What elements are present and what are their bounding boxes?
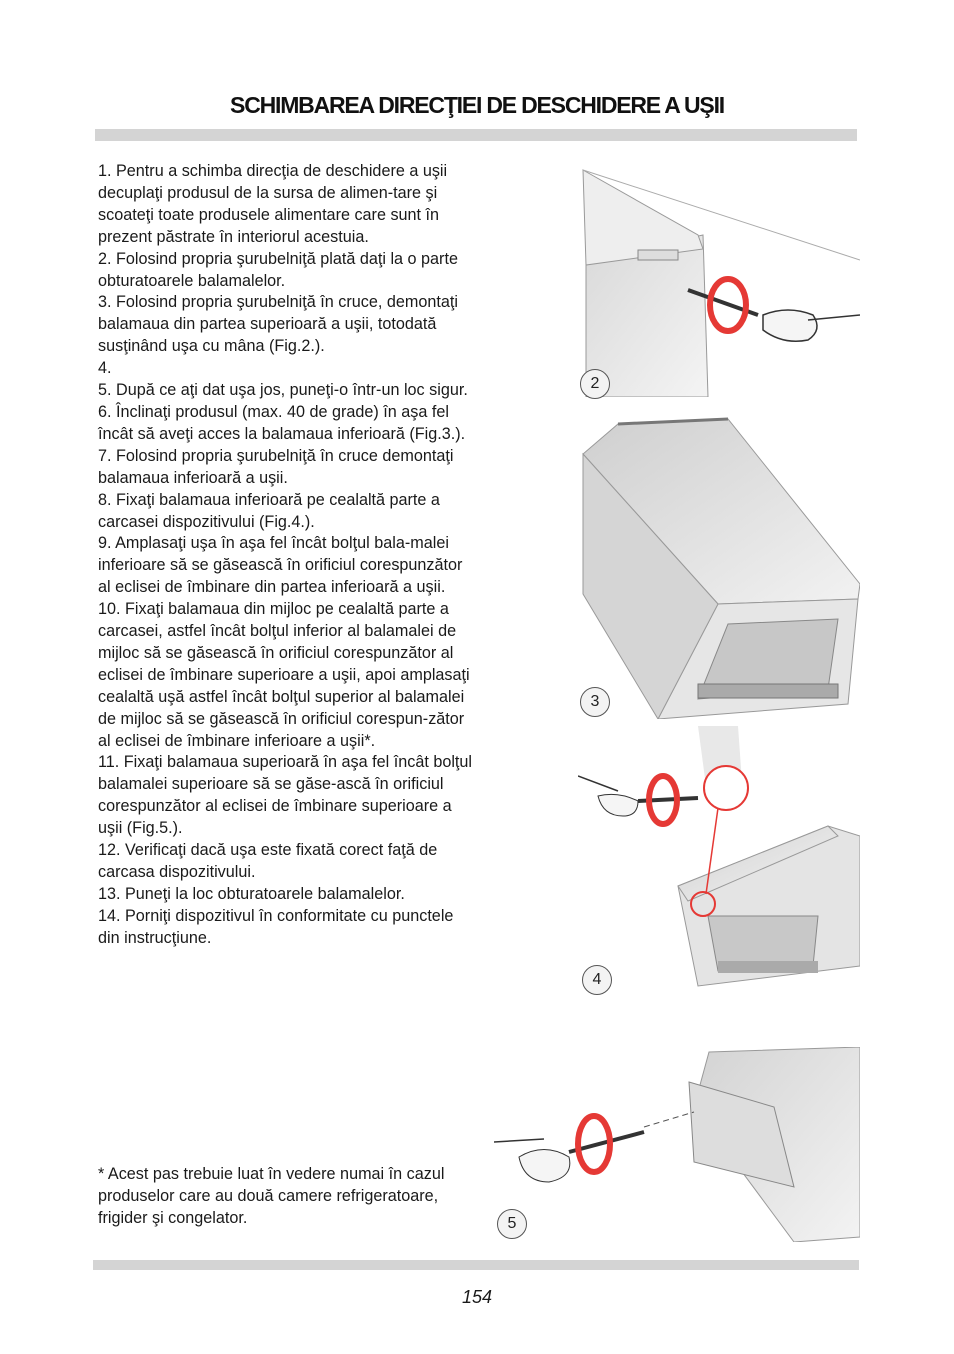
page-title: SCHIMBAREA DIRECŢIEI DE DESCHIDERE A UŞII — [230, 92, 724, 118]
figure-5-illustration — [494, 1047, 860, 1242]
step-4: 4. — [98, 359, 112, 378]
step-13: 13. Puneţi la loc obturatoarele balamalelor. — [98, 884, 405, 903]
figure-2-illustration — [578, 165, 860, 397]
step-9: 9. Amplasaţi uşa în aşa fel încât bolţul bala-malei inferioare să se găsească în orificiul corespunzător al eclisei de îmbinare din partea inferioară a uşii. — [98, 534, 463, 597]
step-10: 10. Fixaţi balamaua din mijloc pe cealaltă parte a carcasei, astfel încât bolţul inferior al balamalei de mijloc să se găsească în orificiul corespunzător al eclisei de îmbinare superioare a uşii, apoi amplasaţi cealaltă uşă astfel încât bolţul superior al balamalei de mijloc să se găsească în orificiul corespun-zător al eclisei de îmbinare inferioare a uşii*. — [98, 600, 470, 750]
figure-5-number: 5 — [497, 1209, 527, 1239]
step-3: 3. Folosind propria şurubelniţă în cruce, demontaţi balamaua din partea superioară a uşii, totodată susţinând uşa cu mâna (Fig.2.). — [98, 293, 458, 356]
figure-4-bottom-hinge-fixing — [578, 726, 860, 998]
step-8: 8. Fixaţi balamaua inferioară pe cealaltă parte a carcasei dispozitivului (Fig.4.). — [98, 490, 440, 531]
figure-3-tilted-appliance — [578, 414, 860, 719]
step-12: 12. Verificaţi dacă uşa este fixată corect faţă de carcasa dispozitivului. — [98, 841, 438, 881]
step-5: 5. După ce aţi dat uşa jos, puneţi-o într-un loc sigur. — [98, 381, 468, 400]
page-number: 154 — [461, 1287, 493, 1307]
instruction-steps — [98, 161, 478, 950]
step-2: 2. Folosind propria şurubelniţă plată daţi la o parte obturatoarele balamalelor. — [98, 249, 458, 290]
header-rule — [95, 129, 857, 141]
footer-rule — [93, 1260, 859, 1270]
step-7: 7. Folosind propria şurubelniţă în cruce demontaţi balamaua inferioară a uşii. — [98, 446, 454, 487]
figure-3-number: 3 — [580, 687, 610, 717]
figure-5-top-hinge-fixing — [494, 1047, 860, 1242]
figure-2-number: 2 — [580, 369, 610, 399]
figure-2-top-hinge-removal — [578, 165, 860, 397]
figure-4-illustration — [578, 726, 860, 998]
footnote: * Acest pas trebuie luat în vedere numai în cazul produselor care au două camere refrigeratoare, frigider şi congelator. — [98, 1165, 445, 1227]
figure-4-number: 4 — [582, 965, 612, 995]
step-14: 14. Porniţi dispozitivul în conformitate cu punctele din instrucţiune. — [98, 906, 454, 947]
figure-3-illustration — [578, 414, 860, 719]
step-11: 11. Fixaţi balamaua superioară în aşa fel încât bolţul balamalei superioare să se găse-ască în orificiul corespunzător al eclisei de îmbinare superioare a uşii (Fig.5.). — [98, 753, 473, 838]
step-6: 6. Înclinaţi produsul (max. 40 de grade) în aşa fel încât să aveţi acces la balamaua inferioară (Fig.3.). — [98, 402, 466, 443]
step-1: 1. Pentru a schimba direcţia de deschidere a uşii decuplaţi produsul de la sursa de alimen-tare şi scoateţi toate produsele alimentare care sunt în prezent păstrate în interiorul acestuia. — [98, 162, 448, 246]
